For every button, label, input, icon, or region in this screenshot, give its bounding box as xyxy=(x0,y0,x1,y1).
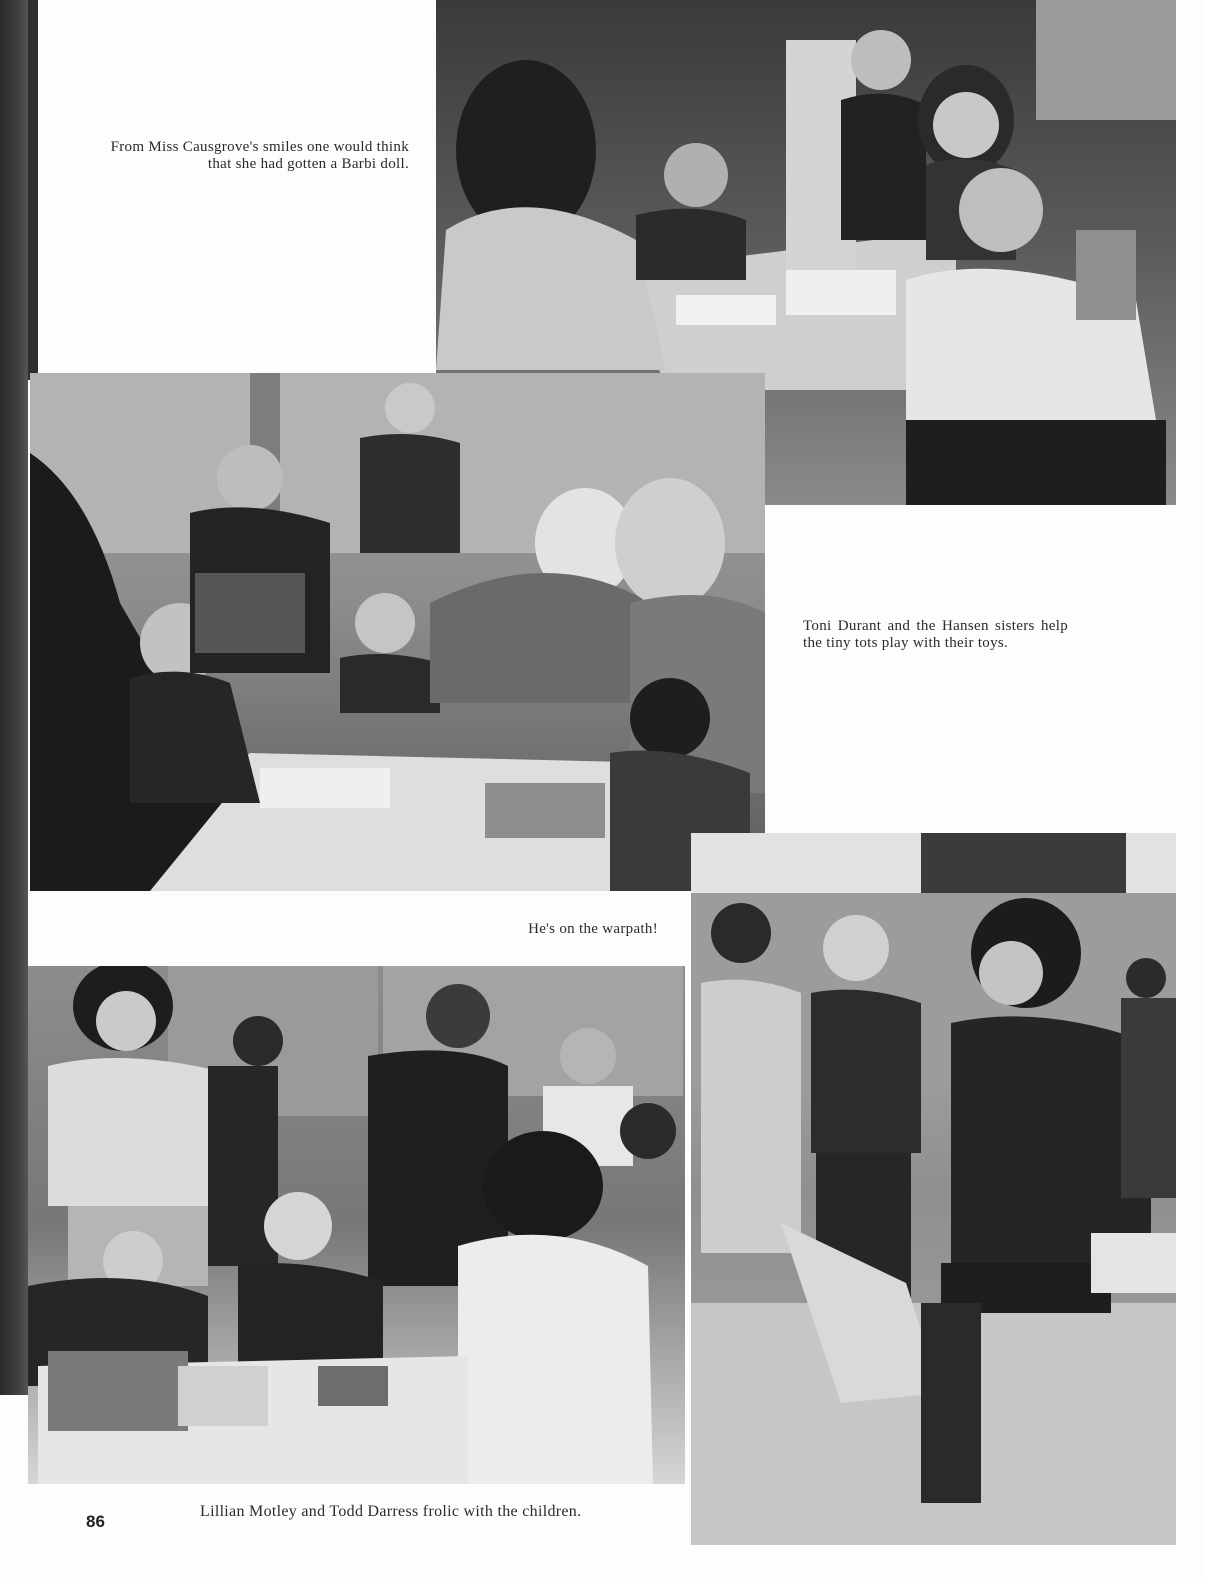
page-binding-edge xyxy=(0,0,28,1395)
photo-lillian-todd-children xyxy=(28,966,685,1484)
page-binding-shadow xyxy=(28,0,38,380)
photo-tiny-tots-toys xyxy=(30,373,765,891)
caption-miss-causgrove: From Miss Causgrove's smiles one would think that she had gotten a Barbi doll. xyxy=(110,139,409,172)
caption-toni-durant: Toni Durant and the Hansen sisters help the tiny tots play with their toys. xyxy=(803,618,1068,651)
page-number: 86 xyxy=(86,1512,105,1531)
caption-warpath: He's on the warpath! xyxy=(528,921,658,937)
photo-warpath-boy xyxy=(691,833,1176,1545)
caption-lillian-todd: Lillian Motley and Todd Darress frolic with the children. xyxy=(200,1503,582,1520)
